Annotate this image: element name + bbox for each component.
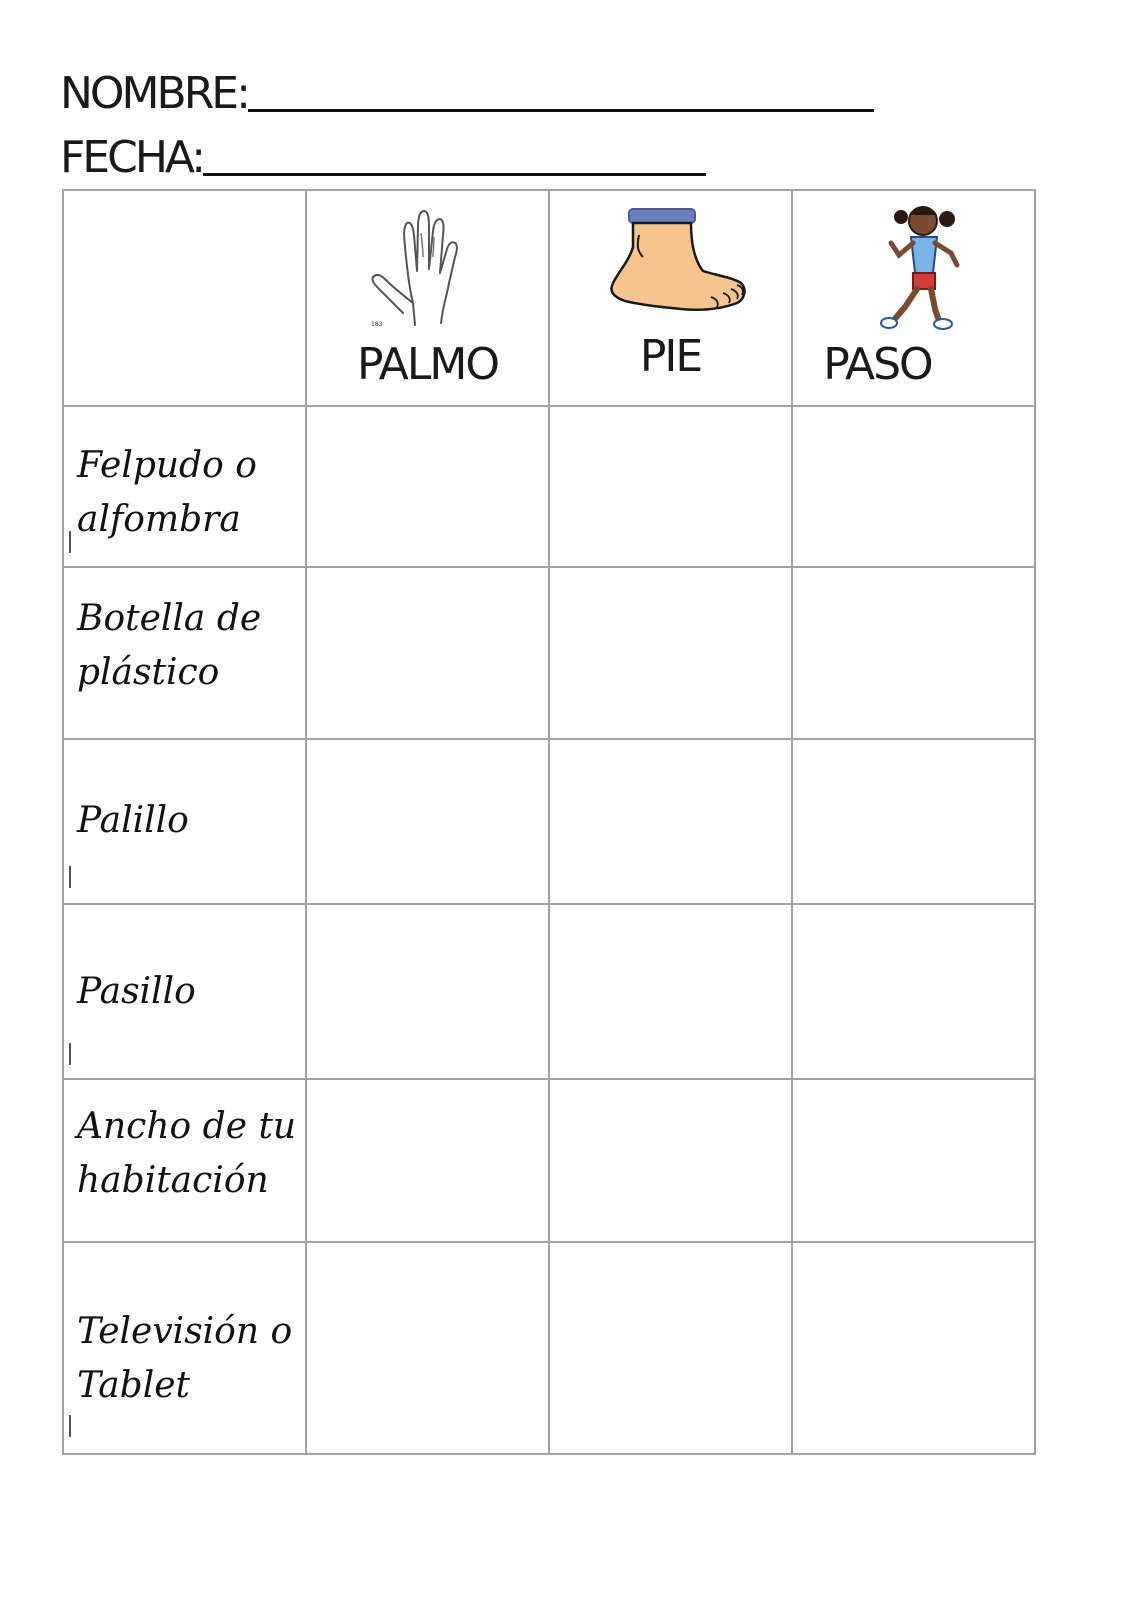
answer-cell-paso[interactable] — [792, 1242, 1035, 1454]
answer-cell-palmo[interactable] — [306, 406, 549, 567]
answer-cell-paso[interactable] — [792, 739, 1035, 904]
name-input-line[interactable] — [248, 109, 874, 112]
answer-cell-pie[interactable] — [549, 904, 792, 1079]
column-label-paso: PASO — [823, 339, 932, 390]
name-label: NOMBRE: — [60, 68, 248, 119]
answer-cell-pie[interactable] — [549, 1242, 792, 1454]
answer-cell-pie[interactable] — [549, 567, 792, 739]
table-row — [63, 904, 1035, 1079]
table-header-row — [63, 190, 1035, 406]
answer-cell-palmo[interactable] — [306, 904, 549, 1079]
table-row — [63, 1079, 1035, 1242]
row-label: Botella de plástico — [77, 598, 262, 693]
answer-cell-paso[interactable] — [792, 567, 1035, 739]
row-label-cell — [63, 567, 306, 739]
tick-mark — [69, 1415, 71, 1437]
hand-icon — [363, 207, 493, 332]
answer-cell-palmo[interactable] — [306, 1242, 549, 1454]
row-label-cell — [63, 904, 306, 1079]
measurement-table — [62, 189, 1036, 1455]
row-label-cell — [63, 1079, 306, 1242]
answer-cell-pie[interactable] — [549, 1079, 792, 1242]
column-label-pie: PIE — [639, 331, 702, 382]
table-row — [63, 1242, 1035, 1454]
walking-girl-icon — [873, 203, 983, 333]
row-label-cell — [63, 406, 306, 567]
row-label-cell — [63, 739, 306, 904]
column-header-pie — [549, 190, 792, 406]
answer-cell-paso[interactable] — [792, 904, 1035, 1079]
row-label: Palillo — [77, 800, 189, 841]
row-label: Pasillo — [77, 971, 196, 1012]
column-label-palmo: PALMO — [357, 339, 498, 390]
table-row — [63, 739, 1035, 904]
foot-icon — [591, 205, 751, 325]
table-row — [63, 406, 1035, 567]
date-field — [60, 132, 706, 183]
column-header-palmo — [306, 190, 549, 406]
name-field — [60, 68, 874, 119]
row-label: Felpudo o alfombra — [77, 445, 257, 540]
date-input-line[interactable] — [203, 173, 706, 176]
answer-cell-paso[interactable] — [792, 1079, 1035, 1242]
column-header-paso — [792, 190, 1035, 406]
date-label: FECHA: — [60, 132, 204, 183]
answer-cell-palmo[interactable] — [306, 739, 549, 904]
corner-cell — [63, 190, 306, 406]
tick-mark — [69, 1043, 71, 1065]
answer-cell-pie[interactable] — [549, 406, 792, 567]
row-label: Ancho de tu habitación — [77, 1106, 297, 1201]
answer-cell-palmo[interactable] — [306, 1079, 549, 1242]
row-label: Televisión o Tablet — [77, 1311, 293, 1406]
answer-cell-pie[interactable] — [549, 739, 792, 904]
answer-cell-palmo[interactable] — [306, 567, 549, 739]
tick-mark — [69, 531, 71, 553]
answer-cell-paso[interactable] — [792, 406, 1035, 567]
table-row — [63, 567, 1035, 739]
tick-mark — [69, 866, 71, 888]
hand-image-number: 183 — [371, 321, 383, 328]
row-label-cell — [63, 1242, 306, 1454]
